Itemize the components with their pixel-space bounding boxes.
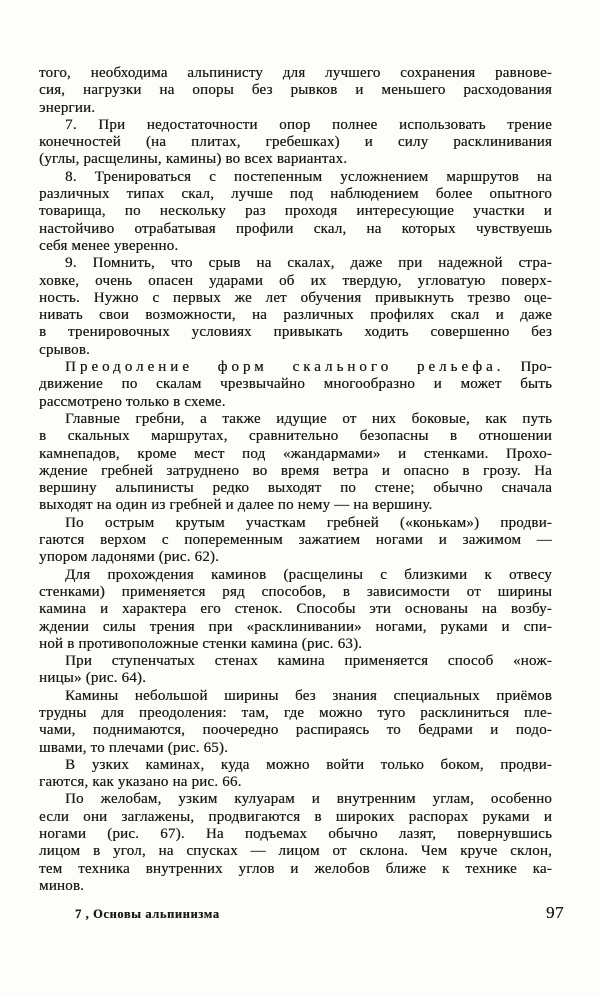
text-line: ховке, очень опасен ударами об их твердую, угловатую поверх- — [39, 272, 552, 289]
text-line: трудны для преодоления: там, где можно туго расклиниться пле- — [39, 704, 552, 721]
paragraph — [39, 255, 552, 359]
text-line: в скальных маршрутах, сравнительно безопасны в отношении — [39, 428, 552, 445]
text-line: ной в противоположные стенки камина (рис. 63). — [39, 635, 363, 652]
text-line: вершину альпинисты редко выходят по стене; обычно сначала — [39, 480, 552, 497]
text-line: гаются, как указано на рис. 66. — [39, 774, 242, 791]
paragraph — [39, 653, 552, 688]
text-line: ность. Нужно с первых же лет обучения привыкнуть трезво оце- — [39, 289, 552, 306]
text-line: 9. Помнить, что срыв на скалах, даже при надежной стра- — [65, 255, 552, 272]
paragraph — [39, 688, 552, 757]
text-line: движение по скалам чрезвычайно многообразно и может быть — [39, 376, 552, 393]
text-line: себя менее уверенно. — [39, 237, 179, 254]
text-line: минов. — [39, 877, 85, 894]
page-footer — [39, 903, 564, 923]
text-line: энергии. — [39, 99, 96, 116]
text-line: При ступенчатых стенах камина применяется способ «нож- — [65, 653, 552, 670]
text-line: Камины небольшой ширины без знания специальных приёмов — [65, 687, 552, 704]
text-line: тем техника внутренних углов и желобов ближе к технике ка- — [39, 860, 552, 877]
page-number: 97 — [546, 903, 564, 922]
text-line: ждение гребней затруднено во время ветра и опасно в грозу. На — [39, 462, 552, 479]
footer-signature: 7 , Основы альпинизма — [75, 907, 220, 921]
paragraph — [39, 169, 552, 255]
text-body — [39, 65, 552, 895]
text-line: лицом в угол, на спусках — лицом от склона. Чем круче склон, — [39, 843, 552, 860]
text-line: ницы» (рис. 64). — [39, 670, 147, 687]
paragraph — [39, 757, 552, 792]
text-line — [39, 359, 552, 376]
text-line: По желобам, узким кулуарам и внутренним углам, особенно — [65, 791, 552, 808]
letterspaced-heading: Преодоление форм скального рельефа. — [65, 359, 505, 376]
text-line: рассмотрено только в схеме. — [39, 393, 226, 410]
text-line: срывов. — [39, 341, 90, 358]
text-line: того, необходима альпинисту для лучшего сохранения равнове- — [39, 65, 552, 81]
text-line: выходят на один из гребней и далее по нему — на вершину. — [39, 497, 433, 514]
text-line: стенками) применяется ряд способов, в зависимости от ширины — [39, 583, 552, 600]
text-line: ждении силы трения при «расклинивании» ногами, руками и спи- — [39, 618, 552, 635]
text-line: упором ладонями (рис. 62). — [39, 549, 220, 566]
text-line: нивать свои возможности, на различных профилях скал и даже — [39, 307, 552, 324]
paragraph — [39, 515, 552, 567]
text-line: товарища, по нескольку раз проходя интересующие участки и — [39, 203, 552, 220]
text-line: конечностей (на плитах, гребешках) и силу расклинивания — [39, 134, 552, 151]
paragraph — [39, 117, 552, 169]
text-line: гаются верхом с попеременным зажатием ногами и зажимом — — [39, 532, 552, 549]
text-line: если они заглажены, продвигаются в широких распорах руками и — [39, 808, 552, 825]
text-line: В узких каминах, куда можно войти только боком, продви- — [65, 756, 552, 773]
text-line: (углы, расщелины, камины) во всех вариантах. — [39, 151, 348, 168]
text-line: чами, поднимаются, поочередно распираясь то бедрами и подо- — [39, 722, 552, 739]
text-segment: Про- — [504, 359, 552, 376]
text-line: Главные гребни, а также идущие от них боковые, как путь — [65, 410, 552, 427]
text-line: сия, нагрузки на опоры без рывков и меньшего расходования — [39, 82, 552, 99]
text-line: Для прохождения каминов (расщелины с близкими к отвесу — [65, 566, 552, 583]
paragraph — [39, 359, 552, 411]
paragraph — [39, 65, 552, 117]
text-line: 8. Тренироваться с постепенным усложнением маршрутов на — [65, 168, 552, 185]
text-line: камина и характера его стенок. Способы эти основаны на возбу- — [39, 601, 552, 618]
text-line: различных типах скал, лучше под наблюдением более опытного — [39, 186, 552, 203]
paragraph — [39, 411, 552, 515]
text-line: 7. При недостаточности опор полнее использовать трение — [65, 116, 552, 133]
paragraph — [39, 791, 552, 895]
text-line: настойчиво отрабатывая профили скал, на которых чувствуешь — [39, 220, 552, 237]
paragraph — [39, 567, 552, 653]
text-line: ногами (рис. 67). На подъемах обычно лазят, повернувшись — [39, 826, 552, 843]
text-line: швами, то плечами (рис. 65). — [39, 739, 229, 756]
text-line: в тренировочных условиях привыкать ходить совершенно без — [39, 324, 552, 341]
text-line: камнепадов, кроме мест под «жандармами» и стенками. Прохо- — [39, 445, 552, 462]
text-line: По острым крутым участкам гребней («конькам») продви- — [65, 514, 552, 531]
